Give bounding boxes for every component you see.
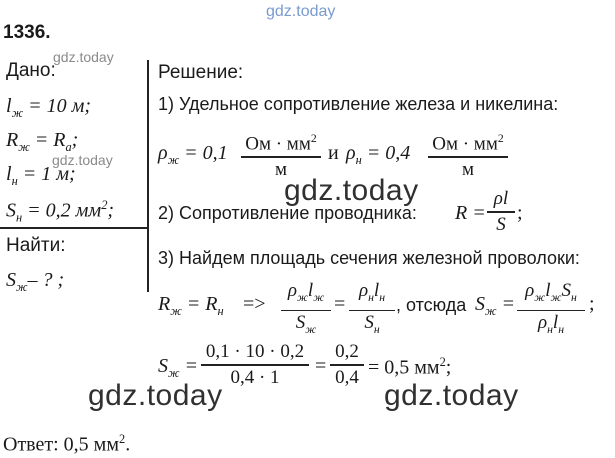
unit-fraction (241, 128, 321, 181)
fraction-bar (517, 310, 585, 312)
resistance-fraction (487, 188, 515, 236)
watermark-top: gdz.today (266, 3, 336, 20)
step-3: 3) Найдем площадь сечения железной проволоки: (158, 248, 580, 268)
semicolon: ; (589, 293, 595, 315)
unit-numerator: Ом · $мм^2$ (245, 132, 317, 155)
find-label: Найти: (6, 235, 66, 256)
resistance-lhs: R = (455, 202, 486, 224)
watermark-small: gdz.today (53, 49, 114, 65)
given-item: $l_н = 1$ м; (6, 163, 76, 188)
given-item: $l_ж = 10$ м; (6, 95, 92, 120)
watermark-big: gdz.today (88, 379, 223, 412)
fraction-denominator: $\rho_нl_н$ (537, 312, 565, 337)
divider-horizontal (0, 227, 148, 229)
fraction-bar (428, 156, 508, 158)
fraction-denominator: $S_ж$ (295, 312, 317, 337)
equals-sign: = (334, 293, 346, 315)
calc-lhs: $S_ж$ = (158, 355, 199, 380)
divider-vertical (147, 60, 149, 292)
fraction-bar (330, 364, 364, 366)
equals-sign: = (315, 355, 327, 377)
unit-denominator: м (461, 158, 475, 180)
fraction-bar (349, 310, 395, 312)
implies-arrow: => (243, 293, 266, 315)
given-item: $R_ж = R_а$; (6, 129, 79, 154)
unit-denominator: м (274, 158, 288, 180)
fraction-iron (281, 280, 331, 341)
rho-nickeline: $\rho_н = 0,4$ (346, 142, 411, 167)
step-1: 1) Удельное сопротивление железа и никелина: (158, 94, 559, 114)
answer: Ответ: 0,5 $мм^2$. (3, 432, 131, 456)
watermark-big: gdz.today (384, 379, 519, 412)
given-label: Дано: (6, 60, 56, 81)
unit-fraction (428, 128, 508, 181)
semicolon: ; (517, 202, 523, 224)
area-fraction (517, 280, 585, 341)
calc-fraction (201, 341, 309, 389)
fraction-bar (241, 156, 321, 158)
conjunction: и (328, 142, 339, 164)
area-lhs: $S_ж$ = (475, 293, 516, 318)
fraction-denominator: 0,4 (335, 366, 359, 388)
solution-label: Решение: (158, 62, 244, 83)
fraction-numerator: $\rho_жl_ж$ (287, 280, 325, 304)
rho-iron: $\rho_ж = 0,1$ (158, 142, 228, 167)
fraction-bar (487, 211, 515, 213)
unit-numerator: Ом · $мм^2$ (432, 132, 504, 155)
fraction-numerator: $\rho_жl_жS_н$ (525, 280, 577, 304)
calc-result: = 0,5 $мм^2$; (368, 355, 452, 379)
calc-fraction (330, 341, 364, 389)
resistance-denominator: S (496, 213, 506, 235)
fraction-bar (201, 364, 309, 366)
hence-text: , отсюда (396, 295, 467, 315)
equation-lhs: $R_ж = R_н$ (158, 293, 224, 318)
fraction-bar (281, 310, 331, 312)
watermark-big: gdz.today (284, 174, 419, 207)
problem-number: 1336. (3, 22, 51, 43)
fraction-denominator: 0,4 · 1 (230, 366, 280, 388)
find-item: $S_ж-$ ? ; (6, 269, 65, 294)
fraction-nickeline (349, 280, 395, 341)
fraction-numerator: 0,1 · 10 · 0,2 (205, 341, 305, 362)
fraction-denominator: $S_н$ (364, 312, 380, 337)
step-2: 2) Сопротивление проводника: (158, 203, 417, 223)
given-item: $S_н = 0,2$ $мм^2$; (6, 198, 115, 225)
fraction-numerator: $\rho_нl_н$ (358, 280, 386, 304)
watermark-small: gdz.today (52, 152, 113, 168)
fraction-numerator: 0,2 (335, 341, 359, 362)
resistance-numerator: ρl (493, 188, 509, 209)
